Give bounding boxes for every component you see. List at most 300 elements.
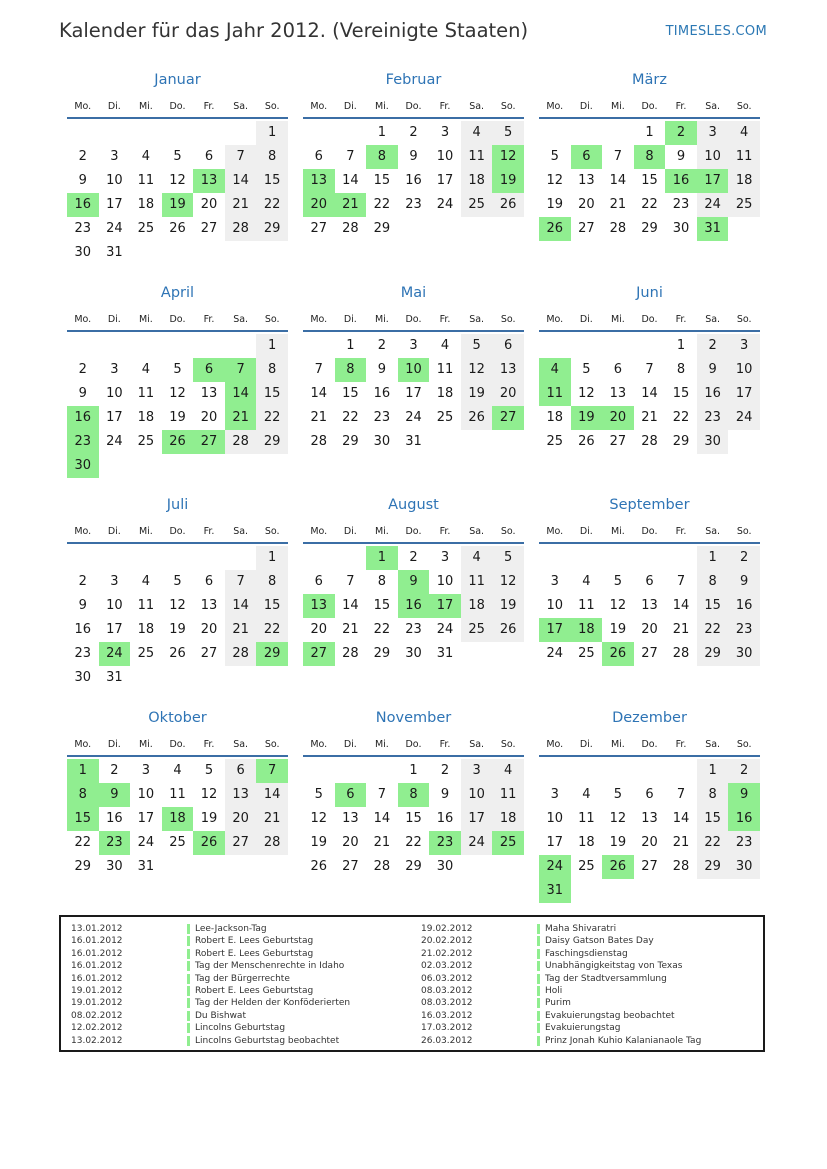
weekday-label: Mi. [374,314,389,325]
weekday-label: Mi. [138,526,153,537]
day-cell: 24 [436,197,454,212]
weekday-label: Sa. [469,526,485,537]
day-cell: 28 [609,221,627,236]
day-cell: 9 [440,787,450,802]
day-cell: 21 [609,197,627,212]
day-cell: 7 [676,574,686,589]
legend-item [421,973,761,985]
day-cell: 18 [137,622,155,637]
month-name: Dezember [612,710,687,726]
day-cell: 23 [74,646,92,661]
day-cell: 12 [310,811,328,826]
day-cell: 7 [225,358,257,382]
legend-item [421,1010,761,1022]
day-cell: 17 [106,622,123,637]
day-grid [67,121,288,265]
month-name: Januar [154,72,201,88]
weekday-label: Fr. [203,526,215,537]
legend-date: 06.03.2012 [421,973,473,984]
day-cell: 8 [256,570,288,594]
legend-holiday-name: Evakuierungstag beobachtet [545,1010,675,1021]
day-cell: 13 [609,386,627,401]
day-cell: 10 [398,358,430,382]
day-cell: 26 [602,855,634,879]
day-cell: 27 [342,859,359,874]
day-cell: 28 [310,434,328,449]
weekday-label: Fr. [203,101,215,112]
weekday-label: Mi. [138,314,153,325]
header-rule [67,330,288,332]
weekday-label: Do. [169,526,186,537]
weekday-label: Mo. [546,526,564,537]
weekday-header [303,101,524,117]
day-cell: 31 [539,879,571,903]
day-cell: 13 [193,169,225,193]
day-cell: 19 [461,382,493,406]
day-cell: 9 [78,386,87,401]
day-cell: 30 [436,859,454,874]
day-grid [67,759,288,903]
day-cell: 20 [641,835,658,850]
day-cell: 27 [193,430,225,454]
day-cell: 29 [342,434,359,449]
day-cell: 12 [461,358,493,382]
weekday-label: So. [736,314,752,325]
day-cell: 14 [310,386,328,401]
day-cell: 1 [645,125,654,140]
day-cell: 19 [609,835,627,850]
day-cell: 6 [492,334,524,358]
legend-item [421,997,761,1009]
legend-color-marker [537,998,540,1008]
day-cell: 14 [342,598,359,613]
day-cell: 25 [461,193,493,217]
day-cell: 2 [409,550,418,565]
day-cell: 27 [641,859,658,874]
legend-date: 08.03.2012 [421,998,473,1009]
day-grid [539,546,760,690]
day-cell: 12 [169,598,186,613]
day-cell: 14 [672,811,690,826]
day-cell: 20 [303,193,335,217]
header-rule [67,755,288,757]
weekday-label: Sa. [233,739,249,750]
month-block [67,710,288,910]
day-cell: 18 [492,807,524,831]
weekday-label: Mi. [374,101,389,112]
legend-date: 16.01.2012 [71,936,123,947]
day-cell: 31 [436,646,454,661]
header-rule [303,755,524,757]
day-cell: 12 [492,145,524,169]
day-cell: 15 [256,169,288,193]
day-cell: 8 [676,362,686,377]
day-cell: 31 [405,434,422,449]
brand-link[interactable]: TIMESLES.COM [665,24,767,39]
day-cell: 9 [697,358,729,382]
day-cell: 9 [409,149,418,164]
day-cell: 27 [200,221,218,236]
day-cell: 30 [672,221,690,236]
day-cell: 29 [256,217,288,241]
day-cell: 27 [492,406,524,430]
day-cell: 25 [492,831,524,855]
day-cell: 11 [728,145,760,169]
legend-color-marker [187,974,190,984]
legend-date: 19.01.2012 [71,998,123,1009]
day-cell: 10 [137,787,155,802]
day-cell: 10 [728,358,760,382]
page-title: Kalender für das Jahr 2012. (Vereinigte Staaten) [59,19,529,42]
day-cell: 18 [137,197,155,212]
month-name: Februar [385,72,442,88]
legend-holiday-name: Faschingsdienstag [545,948,628,959]
day-cell: 2 [728,759,760,783]
weekday-label: Do. [169,739,186,750]
day-cell: 19 [200,811,218,826]
weekday-label: Sa. [705,314,721,325]
day-cell: 18 [571,618,603,642]
day-cell: 3 [550,787,559,802]
day-cell: 26 [169,221,186,236]
holiday-legend [59,915,765,1052]
day-cell: 21 [225,618,257,642]
day-cell: 5 [173,574,182,589]
day-cell: 6 [225,759,257,783]
day-cell: 21 [225,193,257,217]
legend-date: 16.01.2012 [71,948,123,959]
weekday-label: Mi. [610,314,625,325]
month-block [303,710,524,910]
day-cell: 9 [377,362,387,377]
day-cell: 2 [78,362,87,377]
day-cell: 3 [110,574,119,589]
weekday-label: Mo. [74,101,92,112]
day-cell: 8 [256,145,288,169]
day-cell: 22 [256,193,288,217]
legend-color-marker [187,961,190,971]
day-cell: 14 [672,598,690,613]
day-cell: 22 [256,618,288,642]
day-cell: 24 [436,622,454,637]
day-cell: 6 [314,149,323,164]
month-name: Juli [166,497,189,513]
day-cell: 1 [256,546,288,570]
weekday-label: Sa. [469,101,485,112]
day-cell: 4 [141,362,151,377]
day-cell: 22 [373,622,391,637]
weekday-label: Fr. [675,739,687,750]
day-cell: 23 [429,831,461,855]
day-cell: 12 [200,787,218,802]
month-name: Mai [400,285,427,301]
legend-date: 08.03.2012 [421,986,473,996]
day-grid [303,334,524,478]
day-grid [539,759,760,903]
month-block [303,497,524,697]
day-cell: 8 [366,145,398,169]
weekday-label: Do. [405,739,422,750]
day-cell: 14 [225,594,257,618]
day-cell: 25 [578,646,595,661]
day-cell: 18 [461,594,493,618]
legend-holiday-name: Robert E. Lees Geburtstag [195,948,314,959]
day-cell: 22 [373,197,391,212]
legend-color-marker [537,936,540,946]
legend-color-marker [187,1036,190,1046]
weekday-header [67,314,288,330]
weekday-label: Mi. [138,739,153,750]
weekday-header [67,739,288,755]
day-cell: 31 [137,859,155,874]
day-cell: 20 [641,622,658,637]
day-cell: 19 [492,169,524,193]
day-cell: 1 [697,546,729,570]
day-cell: 17 [137,811,155,826]
day-cell: 23 [99,831,131,855]
day-grid [539,121,760,265]
weekday-label: Di. [107,314,121,325]
day-cell: 15 [373,173,391,188]
day-cell: 2 [78,574,87,589]
day-grid [303,759,524,903]
day-cell: 15 [641,173,658,188]
day-cell: 19 [492,594,524,618]
day-cell: 14 [225,169,257,193]
day-cell: 5 [314,787,323,802]
weekday-header [539,314,760,330]
weekday-label: Di. [579,739,593,750]
day-cell: 29 [256,642,288,666]
day-cell: 30 [728,855,760,879]
legend-item [71,985,411,997]
month-name: November [375,710,452,726]
legend-item [71,923,411,935]
header-rule [539,330,760,332]
day-cell: 29 [697,855,729,879]
day-cell: 24 [697,193,729,217]
day-cell: 10 [436,574,454,589]
day-cell: 9 [728,570,760,594]
weekday-label: Sa. [705,101,721,112]
day-cell: 10 [106,173,123,188]
day-cell: 8 [697,570,729,594]
day-cell: 23 [74,221,92,236]
day-cell: 29 [256,430,288,454]
day-cell: 29 [373,221,391,236]
legend-holiday-name: Lincolns Geburtstag beobachtet [195,1035,340,1046]
day-cell: 6 [645,787,654,802]
header-rule [67,117,288,119]
day-cell: 24 [461,831,493,855]
weekday-label: So. [736,526,752,537]
weekday-header [303,739,524,755]
day-cell: 25 [137,221,155,236]
day-cell: 12 [546,173,564,188]
day-cell: 9 [398,570,430,594]
day-cell: 19 [609,622,627,637]
day-cell: 24 [546,646,564,661]
day-cell: 17 [405,386,422,401]
day-cell: 21 [342,622,359,637]
legend-item [71,1022,411,1034]
weekday-label: So. [500,101,516,112]
day-cell: 4 [461,546,493,570]
day-cell: 10 [546,598,564,613]
day-cell: 14 [641,386,658,401]
day-cell: 11 [461,570,493,594]
day-cell: 2 [110,763,119,778]
day-cell: 9 [99,783,131,807]
day-cell: 29 [641,221,658,236]
day-cell: 24 [728,406,760,430]
day-cell: 28 [373,859,391,874]
day-cell: 9 [728,783,760,807]
day-cell: 11 [578,811,595,826]
legend-holiday-name: Maha Shivaratri [545,924,617,934]
weekday-label: So. [264,526,280,537]
day-cell: 21 [373,835,391,850]
weekday-label: Sa. [705,739,721,750]
weekday-label: Do. [169,101,186,112]
day-cell: 29 [405,859,422,874]
weekday-label: Di. [343,739,357,750]
month-block [539,497,760,697]
weekday-label: Fr. [439,739,451,750]
day-cell: 28 [225,430,257,454]
day-cell: 26 [310,859,328,874]
day-cell: 24 [405,410,422,425]
day-cell: 19 [169,410,186,425]
day-cell: 26 [193,831,225,855]
day-cell: 20 [602,406,634,430]
weekday-label: So. [500,739,516,750]
day-cell: 10 [436,149,454,164]
legend-color-marker [187,936,190,946]
day-cell: 25 [461,618,493,642]
day-cell: 5 [204,763,214,778]
header-rule [539,117,760,119]
day-cell: 6 [204,574,214,589]
day-cell: 3 [141,763,151,778]
day-cell: 28 [672,859,690,874]
day-cell: 25 [436,410,454,425]
day-cell: 2 [697,334,729,358]
day-cell: 1 [256,334,288,358]
day-cell: 13 [641,811,658,826]
weekday-label: Do. [405,314,422,325]
month-block [67,285,288,485]
day-cell: 30 [697,430,729,454]
day-cell: 29 [373,646,391,661]
day-cell: 7 [225,145,257,169]
day-cell: 3 [110,362,119,377]
day-cell: 21 [256,807,288,831]
day-cell: 1 [366,546,398,570]
legend-color-marker [187,924,190,934]
day-cell: 24 [106,434,123,449]
day-cell: 27 [578,221,595,236]
weekday-label: So. [264,739,280,750]
day-cell: 2 [440,763,450,778]
day-cell: 12 [492,570,524,594]
day-cell: 26 [169,646,186,661]
day-cell: 15 [697,594,729,618]
day-cell: 20 [200,410,218,425]
legend-item [421,960,761,972]
weekday-label: Mi. [610,526,625,537]
day-cell: 15 [256,594,288,618]
day-cell: 8 [398,783,430,807]
month-block [67,497,288,697]
day-grid [67,334,288,478]
legend-color-marker [537,974,540,984]
weekday-label: Mi. [374,739,389,750]
day-cell: 22 [697,831,729,855]
day-cell: 19 [169,622,186,637]
legend-item [421,985,761,997]
day-cell: 24 [99,642,131,666]
weekday-label: Mo. [310,739,328,750]
day-cell: 5 [173,149,182,164]
legend-date: 16.01.2012 [71,961,123,972]
weekday-label: So. [736,101,752,112]
day-cell: 30 [373,434,391,449]
legend-item [421,923,761,935]
day-cell: 5 [613,574,623,589]
day-grid [303,546,524,690]
legend-holiday-name: Tag der Stadtversammlung [545,973,667,984]
weekday-label: Do. [641,314,658,325]
weekday-label: Sa. [469,314,485,325]
day-cell: 27 [225,831,257,855]
day-cell: 3 [440,550,450,565]
day-cell: 27 [200,646,218,661]
weekday-label: Mo. [546,739,564,750]
weekday-label: Do. [641,739,658,750]
day-cell: 30 [106,859,123,874]
day-cell: 2 [409,125,418,140]
weekday-label: Do. [405,101,422,112]
weekday-label: Fr. [675,526,687,537]
day-cell: 13 [492,358,524,382]
legend-date: 20.02.2012 [421,936,473,947]
weekday-label: So. [264,314,280,325]
day-cell: 11 [578,598,595,613]
day-cell: 15 [405,811,422,826]
weekday-label: Di. [579,101,593,112]
day-cell: 17 [436,173,454,188]
day-cell: 23 [728,831,760,855]
day-cell: 23 [373,410,391,425]
day-cell: 2 [78,149,87,164]
day-cell: 1 [676,338,686,353]
weekday-header [539,526,760,542]
day-cell: 1 [346,338,355,353]
day-cell: 4 [582,574,591,589]
legend-item [71,948,411,960]
day-cell: 7 [377,787,387,802]
day-cell: 13 [200,598,218,613]
day-cell: 25 [137,646,155,661]
day-cell: 28 [672,646,690,661]
day-cell: 28 [225,642,257,666]
day-cell: 15 [342,386,359,401]
day-cell: 21 [672,835,690,850]
day-cell: 5 [461,334,493,358]
day-cell: 4 [492,759,524,783]
day-cell: 6 [335,783,367,807]
